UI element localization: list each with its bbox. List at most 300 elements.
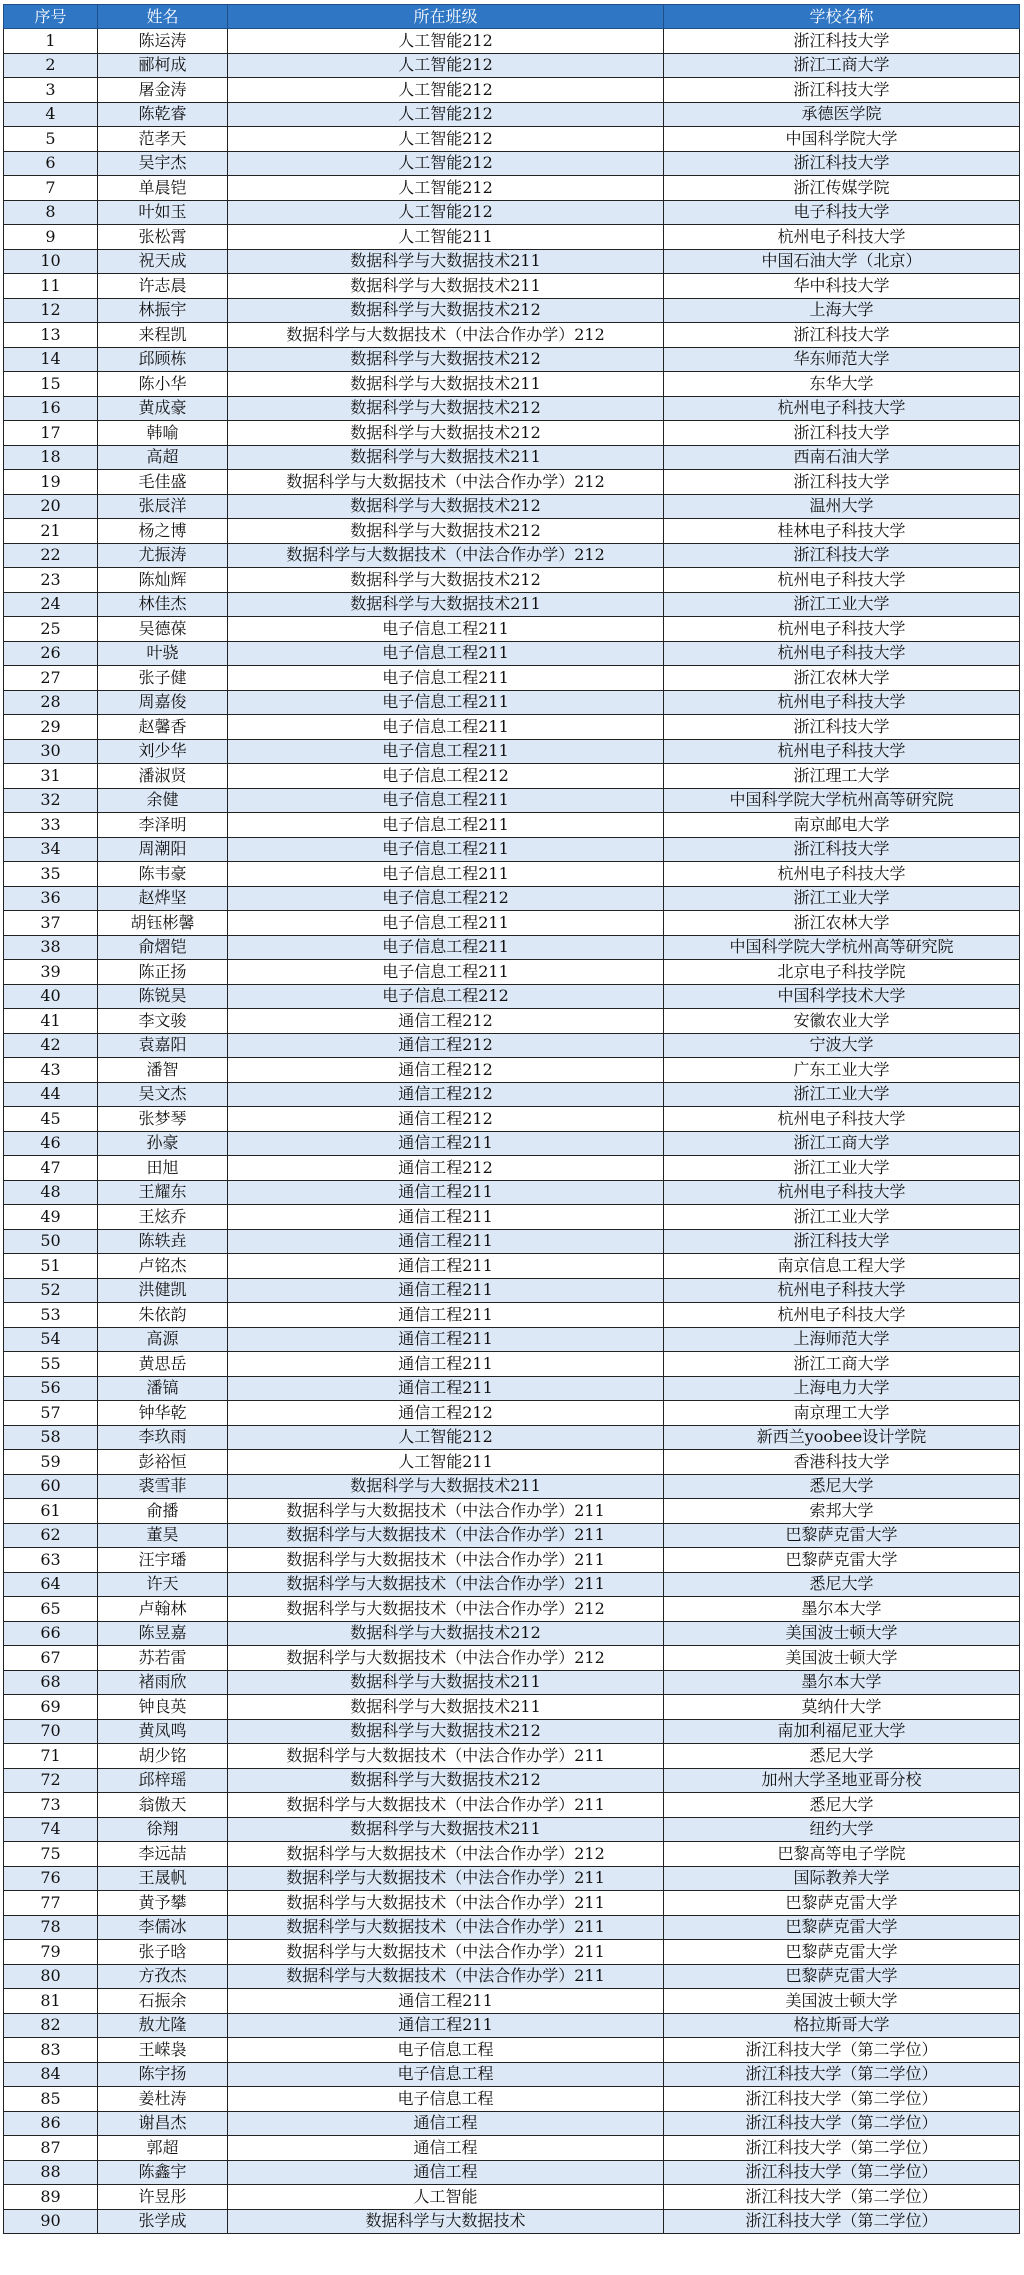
- cell-name: 祝天成: [98, 249, 228, 274]
- cell-name: 石振余: [98, 1989, 228, 2014]
- table-row: [4, 739, 1020, 764]
- cell-class: 数据科学与大数据技术（中法合作办学）212: [228, 1842, 664, 1867]
- cell-index: 82: [4, 2013, 98, 2038]
- cell-class: 数据科学与大数据技术211: [228, 1695, 664, 1720]
- cell-class: 数据科学与大数据技术（中法合作办学）212: [228, 323, 664, 348]
- table-row: [4, 1303, 1020, 1328]
- cell-index: 75: [4, 1842, 98, 1867]
- cell-name: 韩喻: [98, 421, 228, 446]
- cell-index: 45: [4, 1107, 98, 1132]
- cell-name: 郦柯成: [98, 53, 228, 78]
- cell-school: 巴黎萨克雷大学: [664, 1964, 1020, 1989]
- cell-name: 洪健凯: [98, 1278, 228, 1303]
- cell-school: 巴黎萨克雷大学: [664, 1548, 1020, 1573]
- cell-index: 15: [4, 372, 98, 397]
- table-row: [4, 788, 1020, 813]
- cell-class: 电子信息工程211: [228, 960, 664, 985]
- cell-name: 单晨铠: [98, 176, 228, 201]
- cell-index: 46: [4, 1131, 98, 1156]
- table-row: [4, 1940, 1020, 1965]
- cell-school: 浙江科技大学: [664, 151, 1020, 176]
- table-row: [4, 1646, 1020, 1671]
- cell-index: 29: [4, 715, 98, 740]
- table-row: [4, 1891, 1020, 1916]
- cell-class: 电子信息工程211: [228, 666, 664, 691]
- cell-name: 陈鑫宇: [98, 2160, 228, 2185]
- cell-class: 数据科学与大数据技术（中法合作办学）211: [228, 1866, 664, 1891]
- cell-class: 数据科学与大数据技术（中法合作办学）211: [228, 1548, 664, 1573]
- table-row: [4, 2136, 1020, 2161]
- cell-class: 数据科学与大数据技术（中法合作办学）211: [228, 1915, 664, 1940]
- cell-index: 85: [4, 2087, 98, 2112]
- table-row: [4, 421, 1020, 446]
- table-body: [4, 29, 1020, 2234]
- cell-name: 姜杜涛: [98, 2087, 228, 2112]
- cell-school: 南京邮电大学: [664, 813, 1020, 838]
- cell-school: 东华大学: [664, 372, 1020, 397]
- cell-name: 陈正扬: [98, 960, 228, 985]
- table-row: [4, 960, 1020, 985]
- cell-class: 人工智能212: [228, 176, 664, 201]
- cell-name: 李儒冰: [98, 1915, 228, 1940]
- cell-class: 电子信息工程211: [228, 641, 664, 666]
- cell-name: 毛佳盛: [98, 470, 228, 495]
- table-row: [4, 1376, 1020, 1401]
- cell-class: 通信工程: [228, 2111, 664, 2136]
- cell-index: 84: [4, 2062, 98, 2087]
- cell-name: 敖尤隆: [98, 2013, 228, 2038]
- cell-index: 36: [4, 886, 98, 911]
- cell-class: 电子信息工程211: [228, 862, 664, 887]
- cell-school: 悉尼大学: [664, 1572, 1020, 1597]
- cell-index: 57: [4, 1401, 98, 1426]
- cell-school: 浙江科技大学（第二学位）: [664, 2111, 1020, 2136]
- cell-name: 林振宇: [98, 298, 228, 323]
- header-index: 序号: [4, 5, 98, 29]
- table-row: [4, 1915, 1020, 1940]
- table-row: [4, 813, 1020, 838]
- cell-name: 许天: [98, 1572, 228, 1597]
- cell-index: 35: [4, 862, 98, 887]
- cell-school: 莫纳什大学: [664, 1695, 1020, 1720]
- cell-name: 李泽明: [98, 813, 228, 838]
- cell-index: 26: [4, 641, 98, 666]
- cell-name: 董昊: [98, 1523, 228, 1548]
- cell-class: 数据科学与大数据技术212: [228, 396, 664, 421]
- cell-index: 40: [4, 984, 98, 1009]
- cell-school: 电子科技大学: [664, 200, 1020, 225]
- header-name: 姓名: [98, 5, 228, 29]
- cell-school: 广东工业大学: [664, 1058, 1020, 1083]
- cell-school: 浙江科技大学: [664, 543, 1020, 568]
- table-row: [4, 1131, 1020, 1156]
- cell-school: 浙江科技大学（第二学位）: [664, 2160, 1020, 2185]
- cell-school: 浙江工商大学: [664, 1352, 1020, 1377]
- cell-class: 通信工程211: [228, 1254, 664, 1279]
- cell-class: 电子信息工程211: [228, 911, 664, 936]
- cell-class: 通信工程211: [228, 1376, 664, 1401]
- cell-name: 陈轶垚: [98, 1229, 228, 1254]
- cell-school: 浙江科技大学: [664, 78, 1020, 103]
- cell-name: 陈韦豪: [98, 862, 228, 887]
- cell-index: 4: [4, 102, 98, 127]
- cell-index: 60: [4, 1474, 98, 1499]
- cell-class: 电子信息工程211: [228, 739, 664, 764]
- cell-name: 邱梓瑶: [98, 1768, 228, 1793]
- cell-name: 汪宇璠: [98, 1548, 228, 1573]
- cell-class: 数据科学与大数据技术（中法合作办学）211: [228, 1572, 664, 1597]
- cell-school: 国际教养大学: [664, 1866, 1020, 1891]
- admission-table: [3, 4, 1020, 2234]
- cell-index: 74: [4, 1817, 98, 1842]
- cell-class: 电子信息工程211: [228, 935, 664, 960]
- cell-index: 39: [4, 960, 98, 985]
- cell-index: 51: [4, 1254, 98, 1279]
- table-row: [4, 1254, 1020, 1279]
- cell-index: 81: [4, 1989, 98, 2014]
- cell-name: 俞播: [98, 1499, 228, 1524]
- table-row: [4, 1793, 1020, 1818]
- cell-index: 23: [4, 568, 98, 593]
- table-row: [4, 1597, 1020, 1622]
- cell-index: 87: [4, 2136, 98, 2161]
- cell-class: 数据科学与大数据技术（中法合作办学）211: [228, 1499, 664, 1524]
- table-row: [4, 494, 1020, 519]
- cell-school: 杭州电子科技大学: [664, 690, 1020, 715]
- cell-school: 浙江工业大学: [664, 592, 1020, 617]
- table-row: [4, 29, 1020, 54]
- cell-school: 华东师范大学: [664, 347, 1020, 372]
- cell-index: 47: [4, 1156, 98, 1181]
- cell-name: 黄凤鸣: [98, 1719, 228, 1744]
- cell-index: 37: [4, 911, 98, 936]
- header-row: [4, 5, 1020, 29]
- table-row: [4, 1989, 1020, 2014]
- cell-school: 墨尔本大学: [664, 1597, 1020, 1622]
- cell-index: 88: [4, 2160, 98, 2185]
- cell-name: 尤振涛: [98, 543, 228, 568]
- cell-school: 浙江农林大学: [664, 911, 1020, 936]
- table-row: [4, 176, 1020, 201]
- cell-index: 62: [4, 1523, 98, 1548]
- cell-name: 邱顾栋: [98, 347, 228, 372]
- table-row: [4, 1278, 1020, 1303]
- cell-class: 人工智能212: [228, 78, 664, 103]
- table-row: [4, 151, 1020, 176]
- table-row: [4, 935, 1020, 960]
- cell-class: 数据科学与大数据技术212: [228, 347, 664, 372]
- cell-index: 31: [4, 764, 98, 789]
- cell-class: 通信工程211: [228, 1205, 664, 1230]
- cell-index: 10: [4, 249, 98, 274]
- table-row: [4, 2013, 1020, 2038]
- table-row: [4, 715, 1020, 740]
- cell-school: 北京电子科技学院: [664, 960, 1020, 985]
- cell-name: 钟良英: [98, 1695, 228, 1720]
- cell-index: 21: [4, 519, 98, 544]
- cell-index: 54: [4, 1327, 98, 1352]
- cell-school: 悉尼大学: [664, 1744, 1020, 1769]
- cell-name: 叶如玉: [98, 200, 228, 225]
- table-row: [4, 1180, 1020, 1205]
- cell-index: 80: [4, 1964, 98, 1989]
- table-row: [4, 617, 1020, 642]
- cell-school: 浙江科技大学（第二学位）: [664, 2209, 1020, 2234]
- table-row: [4, 1450, 1020, 1475]
- cell-school: 杭州电子科技大学: [664, 739, 1020, 764]
- cell-name: 赵馨香: [98, 715, 228, 740]
- cell-name: 谢昌杰: [98, 2111, 228, 2136]
- cell-name: 叶骁: [98, 641, 228, 666]
- cell-school: 浙江科技大学: [664, 470, 1020, 495]
- cell-name: 张子健: [98, 666, 228, 691]
- cell-name: 许志晨: [98, 274, 228, 299]
- cell-name: 范孝天: [98, 127, 228, 152]
- cell-class: 通信工程211: [228, 1327, 664, 1352]
- cell-school: 巴黎萨克雷大学: [664, 1523, 1020, 1548]
- table-row: [4, 837, 1020, 862]
- cell-name: 郭超: [98, 2136, 228, 2161]
- table-row: [4, 127, 1020, 152]
- cell-index: 90: [4, 2209, 98, 2234]
- cell-index: 83: [4, 2038, 98, 2063]
- cell-name: 吴宇杰: [98, 151, 228, 176]
- cell-class: 数据科学与大数据技术（中法合作办学）211: [228, 1523, 664, 1548]
- cell-name: 黄成豪: [98, 396, 228, 421]
- table-row: [4, 592, 1020, 617]
- table-row: [4, 1058, 1020, 1083]
- cell-school: 浙江理工大学: [664, 764, 1020, 789]
- cell-class: 数据科学与大数据技术211: [228, 1474, 664, 1499]
- table-row: [4, 1499, 1020, 1524]
- cell-school: 杭州电子科技大学: [664, 1107, 1020, 1132]
- cell-name: 翁傲天: [98, 1793, 228, 1818]
- cell-class: 电子信息工程: [228, 2062, 664, 2087]
- cell-name: 陈昱嘉: [98, 1621, 228, 1646]
- cell-school: 浙江科技大学: [664, 421, 1020, 446]
- cell-name: 张松霄: [98, 225, 228, 250]
- cell-school: 杭州电子科技大学: [664, 396, 1020, 421]
- cell-class: 通信工程211: [228, 1180, 664, 1205]
- cell-class: 数据科学与大数据技术（中法合作办学）212: [228, 470, 664, 495]
- cell-index: 41: [4, 1009, 98, 1034]
- cell-class: 电子信息工程: [228, 2038, 664, 2063]
- cell-name: 朱依韵: [98, 1303, 228, 1328]
- cell-name: 张学成: [98, 2209, 228, 2234]
- table-row: [4, 2062, 1020, 2087]
- cell-school: 杭州电子科技大学: [664, 862, 1020, 887]
- cell-index: 43: [4, 1058, 98, 1083]
- cell-name: 吴文杰: [98, 1082, 228, 1107]
- cell-index: 9: [4, 225, 98, 250]
- cell-class: 人工智能212: [228, 53, 664, 78]
- cell-class: 电子信息工程211: [228, 837, 664, 862]
- cell-class: 人工智能212: [228, 29, 664, 54]
- cell-school: 浙江工业大学: [664, 1082, 1020, 1107]
- cell-school: 美国波士顿大学: [664, 1646, 1020, 1671]
- cell-class: 人工智能212: [228, 200, 664, 225]
- cell-school: 浙江农林大学: [664, 666, 1020, 691]
- cell-school: 悉尼大学: [664, 1474, 1020, 1499]
- cell-school: 格拉斯哥大学: [664, 2013, 1020, 2038]
- cell-school: 浙江科技大学: [664, 29, 1020, 54]
- cell-index: 2: [4, 53, 98, 78]
- cell-school: 承德医学院: [664, 102, 1020, 127]
- cell-name: 王嵘袅: [98, 2038, 228, 2063]
- cell-name: 孙豪: [98, 1131, 228, 1156]
- cell-name: 高源: [98, 1327, 228, 1352]
- cell-class: 人工智能212: [228, 127, 664, 152]
- cell-name: 刘少华: [98, 739, 228, 764]
- cell-index: 49: [4, 1205, 98, 1230]
- table-row: [4, 984, 1020, 1009]
- cell-name: 徐翔: [98, 1817, 228, 1842]
- cell-school: 香港科技大学: [664, 1450, 1020, 1475]
- cell-class: 数据科学与大数据技术211: [228, 274, 664, 299]
- cell-class: 人工智能211: [228, 225, 664, 250]
- cell-school: 浙江工业大学: [664, 1156, 1020, 1181]
- cell-school: 美国波士顿大学: [664, 1989, 1020, 2014]
- cell-index: 38: [4, 935, 98, 960]
- cell-school: 浙江科技大学（第二学位）: [664, 2087, 1020, 2112]
- cell-index: 66: [4, 1621, 98, 1646]
- cell-school: 上海电力大学: [664, 1376, 1020, 1401]
- cell-class: 数据科学与大数据技术211: [228, 249, 664, 274]
- table-row: [4, 1719, 1020, 1744]
- cell-school: 浙江工业大学: [664, 1205, 1020, 1230]
- cell-name: 陈宇扬: [98, 2062, 228, 2087]
- cell-school: 南加利福尼亚大学: [664, 1719, 1020, 1744]
- cell-school: 墨尔本大学: [664, 1670, 1020, 1695]
- cell-index: 56: [4, 1376, 98, 1401]
- cell-name: 吴德葆: [98, 617, 228, 642]
- cell-index: 58: [4, 1425, 98, 1450]
- cell-index: 65: [4, 1597, 98, 1622]
- cell-name: 苏若雷: [98, 1646, 228, 1671]
- cell-school: 浙江科技大学（第二学位）: [664, 2062, 1020, 2087]
- cell-index: 1: [4, 29, 98, 54]
- cell-index: 28: [4, 690, 98, 715]
- cell-index: 11: [4, 274, 98, 299]
- table-row: [4, 1621, 1020, 1646]
- cell-class: 人工智能: [228, 2185, 664, 2210]
- cell-school: 南京信息工程大学: [664, 1254, 1020, 1279]
- table-row: [4, 1425, 1020, 1450]
- cell-index: 16: [4, 396, 98, 421]
- cell-school: 南京理工大学: [664, 1401, 1020, 1426]
- table-row: [4, 519, 1020, 544]
- cell-index: 76: [4, 1866, 98, 1891]
- cell-index: 78: [4, 1915, 98, 1940]
- cell-class: 电子信息工程: [228, 2087, 664, 2112]
- cell-class: 通信工程: [228, 2136, 664, 2161]
- cell-class: 通信工程212: [228, 1156, 664, 1181]
- cell-class: 数据科学与大数据技术212: [228, 1768, 664, 1793]
- cell-school: 宁波大学: [664, 1033, 1020, 1058]
- cell-index: 33: [4, 813, 98, 838]
- cell-name: 余健: [98, 788, 228, 813]
- cell-school: 巴黎萨克雷大学: [664, 1940, 1020, 1965]
- cell-index: 44: [4, 1082, 98, 1107]
- table-row: [4, 1474, 1020, 1499]
- cell-school: 中国科学院大学杭州高等研究院: [664, 935, 1020, 960]
- cell-school: 杭州电子科技大学: [664, 1303, 1020, 1328]
- cell-class: 通信工程: [228, 2160, 664, 2185]
- cell-name: 陈乾睿: [98, 102, 228, 127]
- table-row: [4, 249, 1020, 274]
- cell-school: 美国波士顿大学: [664, 1621, 1020, 1646]
- cell-name: 高超: [98, 445, 228, 470]
- table-row: [4, 911, 1020, 936]
- cell-name: 许昱彤: [98, 2185, 228, 2210]
- cell-name: 王炫乔: [98, 1205, 228, 1230]
- table-row: [4, 274, 1020, 299]
- table-row: [4, 1033, 1020, 1058]
- cell-school: 杭州电子科技大学: [664, 1278, 1020, 1303]
- cell-name: 赵烨坚: [98, 886, 228, 911]
- cell-school: 杭州电子科技大学: [664, 617, 1020, 642]
- cell-index: 69: [4, 1695, 98, 1720]
- cell-index: 55: [4, 1352, 98, 1377]
- cell-name: 彭裕恒: [98, 1450, 228, 1475]
- cell-class: 数据科学与大数据技术212: [228, 298, 664, 323]
- cell-class: 数据科学与大数据技术211: [228, 592, 664, 617]
- cell-class: 数据科学与大数据技术211: [228, 372, 664, 397]
- table-row: [4, 1695, 1020, 1720]
- cell-index: 27: [4, 666, 98, 691]
- cell-class: 数据科学与大数据技术212: [228, 494, 664, 519]
- table-row: [4, 372, 1020, 397]
- table-row: [4, 470, 1020, 495]
- cell-index: 42: [4, 1033, 98, 1058]
- cell-school: 浙江科技大学: [664, 1229, 1020, 1254]
- cell-class: 人工智能212: [228, 1425, 664, 1450]
- cell-name: 来程凯: [98, 323, 228, 348]
- admission-table-container: [3, 4, 1020, 2234]
- cell-class: 数据科学与大数据技术211: [228, 1817, 664, 1842]
- table-row: [4, 1229, 1020, 1254]
- table-row: [4, 1107, 1020, 1132]
- table-row: [4, 2111, 1020, 2136]
- cell-class: 数据科学与大数据技术212: [228, 519, 664, 544]
- cell-school: 巴黎萨克雷大学: [664, 1891, 1020, 1916]
- cell-school: 浙江科技大学（第二学位）: [664, 2185, 1020, 2210]
- cell-index: 72: [4, 1768, 98, 1793]
- table-row: [4, 1352, 1020, 1377]
- cell-index: 17: [4, 421, 98, 446]
- cell-class: 数据科学与大数据技术212: [228, 1719, 664, 1744]
- cell-class: 数据科学与大数据技术212: [228, 421, 664, 446]
- cell-class: 通信工程211: [228, 2013, 664, 2038]
- cell-class: 数据科学与大数据技术（中法合作办学）212: [228, 543, 664, 568]
- table-row: [4, 1572, 1020, 1597]
- cell-index: 73: [4, 1793, 98, 1818]
- cell-name: 张梦琴: [98, 1107, 228, 1132]
- cell-class: 数据科学与大数据技术（中法合作办学）211: [228, 1744, 664, 1769]
- cell-name: 屠金涛: [98, 78, 228, 103]
- cell-index: 53: [4, 1303, 98, 1328]
- cell-name: 王耀东: [98, 1180, 228, 1205]
- cell-class: 通信工程211: [228, 1131, 664, 1156]
- cell-name: 方孜杰: [98, 1964, 228, 1989]
- cell-school: 浙江科技大学: [664, 323, 1020, 348]
- cell-class: 通信工程211: [228, 1303, 664, 1328]
- cell-name: 俞熠铠: [98, 935, 228, 960]
- cell-class: 人工智能212: [228, 102, 664, 127]
- cell-index: 89: [4, 2185, 98, 2210]
- cell-index: 48: [4, 1180, 98, 1205]
- cell-school: 浙江工业大学: [664, 886, 1020, 911]
